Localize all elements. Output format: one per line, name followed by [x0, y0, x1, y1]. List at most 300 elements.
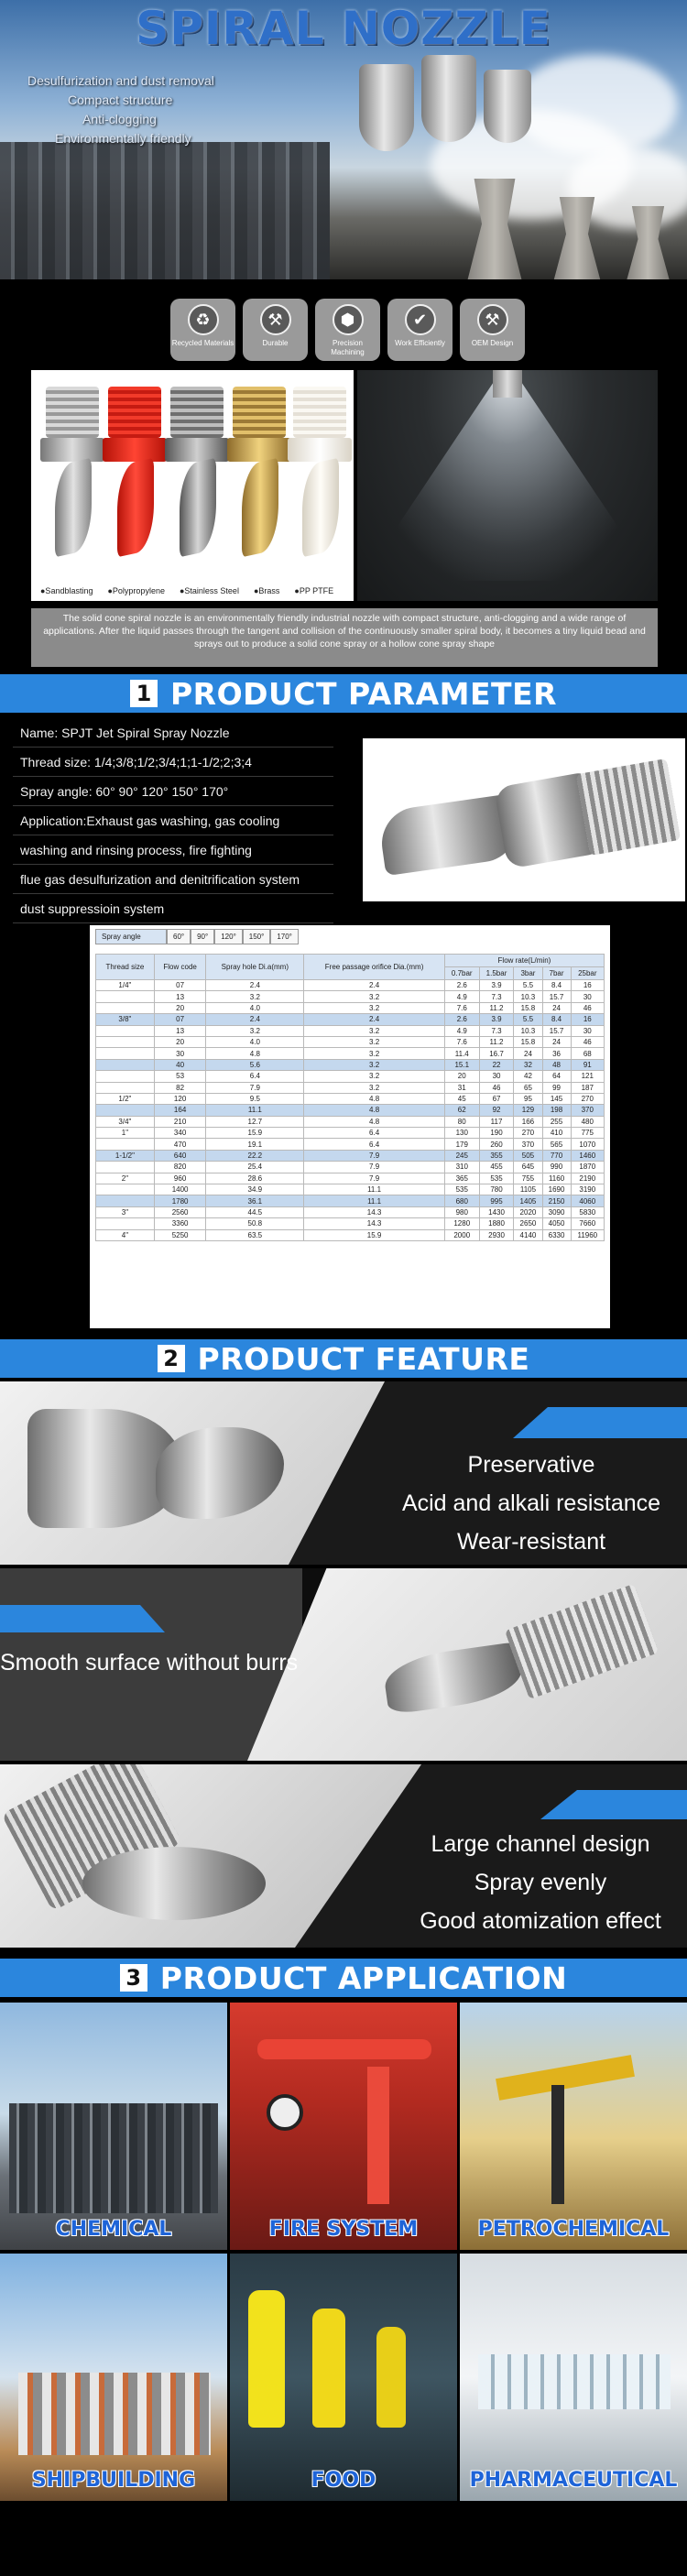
table-cell: 46	[571, 1002, 604, 1013]
column-header: Flow code	[154, 955, 206, 980]
factory-illustration	[0, 142, 330, 279]
param-row: Application:Exhaust gas washing, gas cooling	[13, 806, 333, 835]
table-cell: 1460	[571, 1150, 604, 1161]
table-cell: 11.1	[304, 1195, 445, 1206]
table-cell: 3.2	[304, 1025, 445, 1036]
thread-size-cell	[96, 1036, 155, 1047]
table-row	[96, 1014, 605, 1025]
table-row	[96, 1218, 605, 1229]
thread-size-cell	[96, 1082, 155, 1093]
column-header: Thread size	[96, 955, 155, 980]
table-cell: 2150	[542, 1195, 571, 1206]
thread-size-cell	[96, 1184, 155, 1195]
table-cell: 3.2	[304, 1036, 445, 1047]
param-row: washing and rinsing process, fire fighting	[13, 835, 333, 865]
oem-design-tile	[460, 299, 525, 361]
thread-size-cell: 1"	[96, 1128, 155, 1139]
durable-tile	[243, 299, 308, 361]
application-chemical	[0, 2003, 227, 2250]
table-row	[96, 1206, 605, 1217]
table-row	[96, 1048, 605, 1059]
tile-label: OEM Design	[471, 339, 514, 347]
table-cell: 820	[154, 1162, 206, 1173]
table-cell: 16	[571, 1014, 604, 1025]
table-cell: 1780	[154, 1195, 206, 1206]
feature-line: Good atomization effect	[420, 1908, 661, 1934]
ptfe-nozzle	[293, 387, 346, 561]
nozzle-illustration	[421, 55, 476, 142]
table-cell: 44.5	[206, 1206, 304, 1217]
thread-size-cell	[96, 1218, 155, 1229]
table-cell: 91	[571, 1059, 604, 1070]
table-cell: 1070	[571, 1139, 604, 1150]
table-cell: 270	[571, 1093, 604, 1104]
table-cell: 7660	[571, 1218, 604, 1229]
table-cell: 3090	[542, 1206, 571, 1217]
column-header: Flow rate(L/min)	[444, 955, 604, 967]
table-cell: 1105	[514, 1184, 542, 1195]
table-cell: 20	[444, 1071, 479, 1082]
tile-label: Work Efficiently	[395, 339, 445, 347]
table-cell: 31	[444, 1082, 479, 1093]
material-label: ●Sandblasting	[40, 586, 93, 595]
material-label: ●Brass	[253, 586, 280, 595]
table-cell: 62	[444, 1105, 479, 1116]
table-cell: 340	[154, 1128, 206, 1139]
table-cell: 7.6	[444, 1002, 479, 1013]
checkbox-icon: ✔	[405, 304, 436, 335]
table-row	[96, 1093, 605, 1104]
table-cell: 4.8	[304, 1093, 445, 1104]
table-row	[96, 1128, 605, 1139]
section-number: 3	[120, 1964, 147, 1992]
feature-line: Wear-resistant	[456, 1529, 606, 1555]
table-cell: 3.2	[304, 991, 445, 1002]
application-food	[230, 2254, 457, 2501]
table-cell: 2560	[154, 1206, 206, 1217]
table-cell: 370	[514, 1139, 542, 1150]
table-cell: 7.9	[304, 1173, 445, 1184]
nozzle-illustration	[484, 70, 531, 143]
table-cell: 65	[514, 1082, 542, 1093]
table-cell: 24	[542, 1036, 571, 1047]
table-cell: 63.5	[206, 1229, 304, 1240]
polypropylene-nozzle	[108, 387, 161, 561]
section-header-feature	[0, 1339, 687, 1378]
application-shipbuilding	[0, 2254, 227, 2501]
table-cell: 46	[571, 1036, 604, 1047]
table-cell: 5.5	[514, 980, 542, 991]
pressure-header: 7bar	[542, 967, 571, 980]
feature-block-1	[0, 1381, 687, 1565]
table-cell: 187	[571, 1082, 604, 1093]
hero-bullet: Compact structure	[68, 93, 173, 107]
param-row: Spray angle: 60° 90° 120° 150° 170°	[13, 777, 333, 806]
table-cell: 11.4	[444, 1048, 479, 1059]
table-cell: 50.8	[206, 1218, 304, 1229]
table-cell: 129	[514, 1105, 542, 1116]
sandblasted-nozzle	[46, 387, 99, 561]
table-cell: 11.2	[479, 1036, 514, 1047]
application-label: FIRE SYSTEM	[268, 2218, 419, 2241]
table-cell: 9.5	[206, 1093, 304, 1104]
table-cell: 2930	[479, 1229, 514, 1240]
pressure-header: 1.5bar	[479, 967, 514, 980]
table-cell: 1430	[479, 1206, 514, 1217]
thread-size-cell	[96, 1025, 155, 1036]
table-cell: 16.7	[479, 1048, 514, 1059]
brass-nozzle	[233, 387, 286, 561]
table-row	[96, 1162, 605, 1173]
hero-banner	[0, 0, 687, 279]
application-pharmaceutical	[460, 2254, 687, 2501]
table-cell: 4.8	[304, 1105, 445, 1116]
table-row	[96, 1116, 605, 1127]
table-cell: 15.8	[514, 1002, 542, 1013]
table-cell: 13	[154, 991, 206, 1002]
table-cell: 640	[154, 1150, 206, 1161]
table-cell: 179	[444, 1139, 479, 1150]
angle-value: 90°	[191, 929, 214, 944]
hero-title: SPIRAL NOZZLE	[136, 2, 551, 55]
table-cell: 645	[514, 1162, 542, 1173]
thread-size-cell	[96, 1105, 155, 1116]
materials-photo	[31, 370, 354, 601]
application-label: PHARMACEUTICAL	[469, 2469, 678, 2492]
material-labels	[40, 586, 333, 595]
table-cell: 14.3	[304, 1206, 445, 1217]
thread-size-cell	[96, 1048, 155, 1059]
table-cell: 99	[542, 1082, 571, 1093]
table-cell: 5.6	[206, 1059, 304, 1070]
table-cell: 32	[514, 1059, 542, 1070]
recycled-materials-tile	[170, 299, 235, 361]
table-cell: 64	[542, 1071, 571, 1082]
table-cell: 30	[571, 1025, 604, 1036]
table-cell: 1880	[479, 1218, 514, 1229]
table-cell: 4.9	[444, 1025, 479, 1036]
flow-table-body	[96, 980, 605, 1241]
table-cell: 34.9	[206, 1184, 304, 1195]
table-cell: 3.2	[304, 1071, 445, 1082]
thread-size-cell: 3/8"	[96, 1014, 155, 1025]
stainless-steel-nozzle	[170, 387, 224, 561]
table-cell: 4.0	[206, 1002, 304, 1013]
table-cell: 4140	[514, 1229, 542, 1240]
table-cell: 130	[444, 1128, 479, 1139]
application-label: CHEMICAL	[55, 2218, 172, 2241]
table-cell: 4.8	[304, 1116, 445, 1127]
table-cell: 6.4	[304, 1128, 445, 1139]
angle-value: 120°	[214, 929, 243, 944]
table-cell: 45	[444, 1093, 479, 1104]
table-cell: 68	[571, 1048, 604, 1059]
feature-text	[0, 1643, 311, 1682]
angle-value: 150°	[243, 929, 271, 944]
table-row	[96, 1071, 605, 1082]
hero-bullets	[27, 71, 214, 148]
material-label: ●Polypropylene	[107, 586, 165, 595]
table-row	[96, 1025, 605, 1036]
feature-line: Spray evenly	[474, 1870, 607, 1895]
param-row: Name: SPJT Jet Spiral Spray Nozzle	[13, 718, 333, 748]
hero-bullet: Environmentally friendly	[55, 131, 191, 146]
application-label: SHIPBUILDING	[31, 2469, 196, 2492]
table-cell: 1870	[571, 1162, 604, 1173]
table-row	[96, 1002, 605, 1013]
table-cell: 455	[479, 1162, 514, 1173]
table-cell: 3190	[571, 1184, 604, 1195]
nozzle-head	[493, 370, 522, 398]
table-cell: 07	[154, 1014, 206, 1025]
table-cell: 30	[571, 991, 604, 1002]
table-row	[96, 980, 605, 991]
table-cell: 4.8	[206, 1048, 304, 1059]
nozzle-illustration	[359, 64, 414, 151]
feature-block-3	[0, 1764, 687, 1948]
spray-angle-row	[95, 929, 605, 944]
table-cell: 2.4	[304, 980, 445, 991]
thread-size-cell	[96, 1195, 155, 1206]
table-cell: 80	[444, 1116, 479, 1127]
table-cell: 166	[514, 1116, 542, 1127]
table-cell: 6.4	[206, 1071, 304, 1082]
application-label: PETROCHEMICAL	[477, 2218, 670, 2241]
tile-label: Recycled Materials	[171, 339, 234, 347]
table-cell: 680	[444, 1195, 479, 1206]
table-cell: 4050	[542, 1218, 571, 1229]
table-row	[96, 1105, 605, 1116]
pressure-header: 3bar	[514, 967, 542, 980]
table-cell: 270	[514, 1128, 542, 1139]
recycle-icon: ♻	[188, 304, 219, 335]
table-cell: 2.4	[206, 1014, 304, 1025]
thread-size-cell: 3"	[96, 1206, 155, 1217]
table-cell: 15.1	[444, 1059, 479, 1070]
feature-line: Acid and alkali resistance	[401, 1490, 661, 1516]
table-cell: 117	[479, 1116, 514, 1127]
table-cell: 121	[571, 1071, 604, 1082]
table-cell: 19.1	[206, 1139, 304, 1150]
tile-label: Durable	[262, 339, 289, 347]
thread-size-cell	[96, 1071, 155, 1082]
table-cell: 3.2	[304, 1048, 445, 1059]
table-cell: 1405	[514, 1195, 542, 1206]
table-cell: 42	[514, 1071, 542, 1082]
table-cell: 3.2	[206, 1025, 304, 1036]
table-cell: 2.4	[206, 980, 304, 991]
table-cell: 5250	[154, 1229, 206, 1240]
hex-nut-icon: ⬢	[333, 304, 364, 335]
table-cell: 210	[154, 1116, 206, 1127]
section-number: 2	[158, 1345, 185, 1372]
material-label: ●PP PTFE	[294, 586, 334, 595]
thread-size-cell: 2"	[96, 1173, 155, 1184]
angle-value: 60°	[167, 929, 191, 944]
table-cell: 1160	[542, 1173, 571, 1184]
table-cell: 990	[542, 1162, 571, 1173]
feature-text	[376, 1446, 687, 1561]
application-label: FOOD	[311, 2469, 376, 2492]
table-cell: 7.9	[206, 1082, 304, 1093]
table-cell: 255	[542, 1116, 571, 1127]
param-row: flue gas desulfurization and denitrification system	[13, 865, 333, 894]
feature-line: Smooth surface without burrs	[0, 1650, 299, 1675]
feature-icon-row	[170, 299, 525, 361]
thread-size-cell: 1/4"	[96, 980, 155, 991]
table-cell: 13	[154, 1025, 206, 1036]
table-row	[96, 1184, 605, 1195]
feature-block-2	[0, 1568, 687, 1761]
table-row	[96, 1229, 605, 1240]
table-cell: 7.6	[444, 1036, 479, 1047]
precision-machining-tile	[315, 299, 380, 361]
table-cell: 370	[571, 1105, 604, 1116]
application-fire-system	[230, 2003, 457, 2250]
table-cell: 2000	[444, 1229, 479, 1240]
table-cell: 24	[542, 1002, 571, 1013]
table-cell: 770	[542, 1150, 571, 1161]
feature-line: Large channel design	[431, 1831, 650, 1857]
thread-size-cell: 1/2"	[96, 1093, 155, 1104]
table-cell: 310	[444, 1162, 479, 1173]
table-row	[96, 1195, 605, 1206]
table-cell: 8.4	[542, 1014, 571, 1025]
table-cell: 2190	[571, 1173, 604, 1184]
thread-size-cell	[96, 1139, 155, 1150]
table-cell: 4.0	[206, 1036, 304, 1047]
table-cell: 95	[514, 1093, 542, 1104]
thread-size-cell	[96, 1162, 155, 1173]
param-row: dust suppressioin system	[13, 894, 333, 923]
table-row	[96, 1139, 605, 1150]
table-row	[96, 1173, 605, 1184]
table-cell: 3.2	[304, 1059, 445, 1070]
pressure-header: 0.7bar	[444, 967, 479, 980]
table-row	[96, 1082, 605, 1093]
thread-size-cell: 1-1/2"	[96, 1150, 155, 1161]
feature-line: Preservative	[467, 1452, 595, 1478]
table-cell: 12.7	[206, 1116, 304, 1127]
table-cell: 410	[542, 1128, 571, 1139]
table-cell: 3.9	[479, 980, 514, 991]
table-cell: 3.2	[304, 1082, 445, 1093]
table-cell: 755	[514, 1173, 542, 1184]
hero-bullet: Anti-clogging	[82, 112, 157, 126]
table-cell: 3.9	[479, 1014, 514, 1025]
table-cell: 7.3	[479, 991, 514, 1002]
spray-photo	[357, 370, 658, 601]
tile-label: Precision Machining	[331, 339, 365, 356]
material-label: ●Stainless Steel	[179, 586, 239, 595]
table-cell: 3360	[154, 1218, 206, 1229]
table-cell: 120	[154, 1093, 206, 1104]
table-cell: 1280	[444, 1218, 479, 1229]
thread-size-cell	[96, 1002, 155, 1013]
table-cell: 07	[154, 980, 206, 991]
table-cell: 6330	[542, 1229, 571, 1240]
table-cell: 67	[479, 1093, 514, 1104]
table-cell: 190	[479, 1128, 514, 1139]
table-cell: 480	[571, 1116, 604, 1127]
table-cell: 2.6	[444, 1014, 479, 1025]
table-cell: 198	[542, 1105, 571, 1116]
table-cell: 10.3	[514, 991, 542, 1002]
section-number: 1	[130, 680, 158, 707]
table-cell: 30	[479, 1071, 514, 1082]
table-row	[96, 1059, 605, 1070]
table-cell: 7.3	[479, 1025, 514, 1036]
feature-text	[394, 1825, 687, 1940]
parameter-photo	[363, 738, 685, 901]
table-cell: 780	[479, 1184, 514, 1195]
table-cell: 10.3	[514, 1025, 542, 1036]
table-cell: 11.1	[304, 1184, 445, 1195]
table-cell: 7.9	[304, 1150, 445, 1161]
table-cell: 775	[571, 1128, 604, 1139]
section-header-parameter	[0, 674, 687, 713]
table-cell: 980	[444, 1206, 479, 1217]
table-cell: 15.9	[304, 1229, 445, 1240]
table-cell: 1690	[542, 1184, 571, 1195]
section-title: PRODUCT APPLICATION	[159, 1959, 568, 1996]
table-cell: 14.3	[304, 1218, 445, 1229]
thread-size-cell	[96, 1059, 155, 1070]
hero-bullet: Desulfurization and dust removal	[27, 73, 214, 88]
spray-cone	[361, 370, 654, 581]
table-cell: 40	[154, 1059, 206, 1070]
table-cell: 30	[154, 1048, 206, 1059]
table-cell: 36.1	[206, 1195, 304, 1206]
table-cell: 4.9	[444, 991, 479, 1002]
application-petrochemical	[460, 2003, 687, 2250]
table-cell: 16	[571, 980, 604, 991]
table-cell: 2.6	[444, 980, 479, 991]
angle-label: Spray angle	[95, 929, 167, 944]
table-cell: 5.5	[514, 1014, 542, 1025]
table-cell: 20	[154, 1002, 206, 1013]
table-cell: 365	[444, 1173, 479, 1184]
table-cell: 46	[479, 1082, 514, 1093]
table-cell: 6.4	[304, 1139, 445, 1150]
table-cell: 1400	[154, 1184, 206, 1195]
table-cell: 505	[514, 1150, 542, 1161]
table-cell: 535	[444, 1184, 479, 1195]
table-cell: 15.7	[542, 991, 571, 1002]
table-cell: 535	[479, 1173, 514, 1184]
table-row	[96, 1036, 605, 1047]
table-cell: 2020	[514, 1206, 542, 1217]
column-header: Free passage orifice Dia.(mm)	[304, 955, 445, 980]
table-cell: 355	[479, 1150, 514, 1161]
column-header: Spray hole Di.a(mm)	[206, 955, 304, 980]
table-cell: 22.2	[206, 1150, 304, 1161]
table-cell: 3.2	[206, 991, 304, 1002]
table-cell: 28.6	[206, 1173, 304, 1184]
table-cell: 53	[154, 1071, 206, 1082]
flow-rate-table-panel	[90, 925, 610, 1328]
table-cell: 260	[479, 1139, 514, 1150]
table-cell: 4060	[571, 1195, 604, 1206]
section-title: PRODUCT PARAMETER	[169, 675, 558, 712]
table-cell: 24	[514, 1048, 542, 1059]
table-cell: 164	[154, 1105, 206, 1116]
wrench-icon: ⚒	[477, 304, 508, 335]
table-cell: 15.8	[514, 1036, 542, 1047]
table-cell: 15.9	[206, 1128, 304, 1139]
table-cell: 15.7	[542, 1025, 571, 1036]
table-cell: 245	[444, 1150, 479, 1161]
